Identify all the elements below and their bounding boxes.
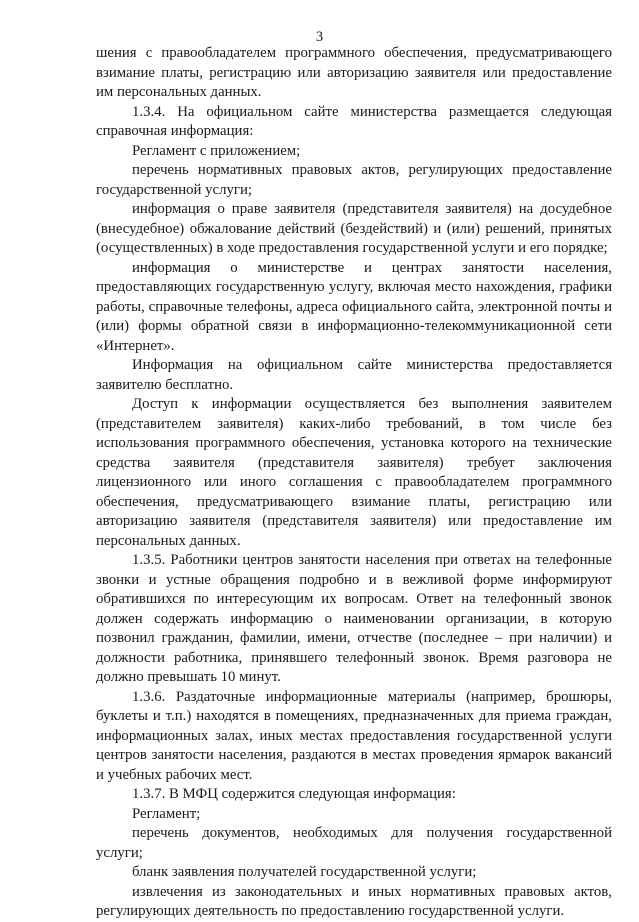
list-item-appeal-rights: информация о праве заявителя (представителя заявителя) на досудебное (внесудебное) обжалование действий (бездействий) и (или) решений, принятых (осуществленных) в ходе предоставления государственной услуги и его порядке; (96, 201, 612, 256)
page-number: 3 (315, 29, 324, 45)
list-item-reglament: Регламент с приложением; (132, 142, 301, 159)
document-body (96, 44, 612, 922)
list-item-documents: перечень документов, необходимых для получения государственной услуги; (96, 825, 612, 861)
list-item-normative-acts: перечень нормативных правовых актов, регулирующих предоставление государственной услуги; (96, 162, 612, 198)
paragraph-continuation: шения с правообладателем программного обеспечения, предусматривающего взимание платы, регистрацию или авторизацию заявителя или предоставление им персональных данных. (96, 45, 612, 100)
paragraph-1-3-4: 1.3.4. На официальном сайте министерства размещается следующая справочная информация: (96, 103, 612, 139)
paragraph-access: Доступ к информации осуществляется без выполнения заявителем (представителем заявителя) каких-либо требований, в том числе без использования программного обеспечения, установка которого на технические средства заявителя (представителя заявителя) требует заключения лицензионного или иного соглашения с правообладателем программного обеспечения, предусматривающего взимание платы, регистрацию или авторизацию заявителя (представителя заявителя) или предоставление им персональных данных. (96, 396, 612, 549)
list-item-application-form: бланк заявления получателей государственной услуги; (132, 864, 477, 880)
paragraph-1-3-6: 1.3.6. Раздаточные информационные материалы (например, брошюры, буклеты и т.п.) находятся в помещениях, предназначенных для приема граждан, информационных залах, иных местах предоставления государственной услуги центров занятости населения, раздаются в местах проведения ярмарок вакансий и учебных рабочих мест. (96, 688, 612, 783)
paragraph-1-3-7: 1.3.7. В МФЦ содержится следующая информация: (132, 786, 456, 802)
list-item-extracts: извлечения из законодательных и иных нормативных правовых актов, регулирующих деятельность по предоставлению государственной услуги. (96, 883, 612, 919)
paragraph-1-3-5: 1.3.5. Работники центров занятости населения при ответах на телефонные звонки и устные обращения подробно и в вежливой форме информируют обратившихся по интересующим их вопросам. Ответ на телефонный звонок должен содержать информацию о наименовании организации, в которую позвонил гражданин, фамилии, имени, отчестве (последнее – при наличии) и должности работника, принявшего телефонный звонок. Время разговора не должно превышать 10 минут. (96, 552, 612, 685)
list-item-mfc-reglament: Регламент; (132, 805, 201, 822)
list-item-ministry-info: информация о министерстве и центрах занятости населения, предоставляющих государственную услугу, включая место нахождения, графики работы, справочные телефоны, адреса официального сайта, электронной почты и (или) формы обратной связи в информационно-телекоммуникационной сети «Интернет». (96, 259, 612, 354)
paragraph-free-info: Информация на официальном сайте министерства предоставляется заявителю бесплатно. (96, 357, 612, 393)
